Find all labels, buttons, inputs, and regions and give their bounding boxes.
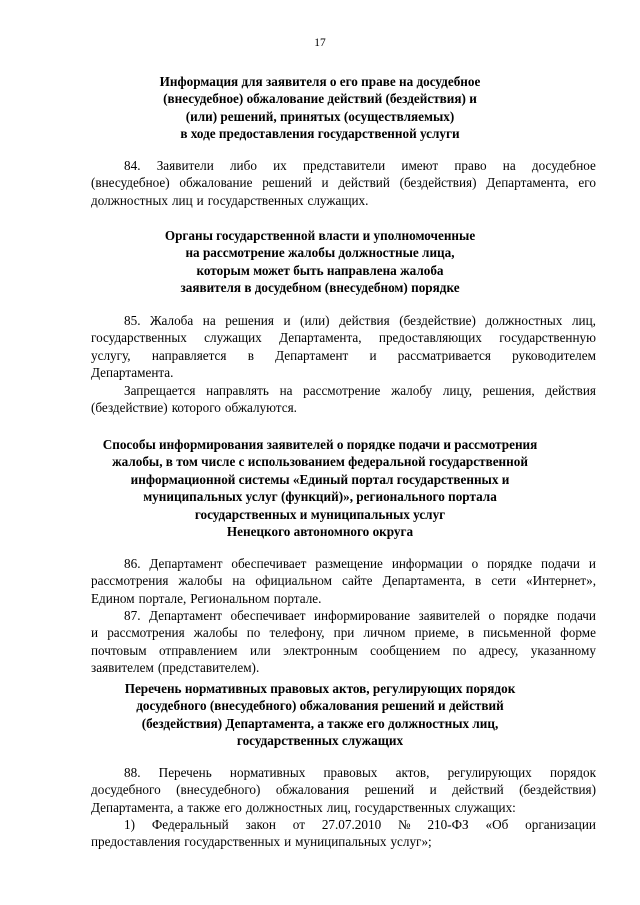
text-line — [91, 781, 596, 798]
word: услугу, — [91, 347, 131, 363]
word: электронным — [283, 642, 358, 658]
text-line — [91, 816, 596, 833]
paragraph-88 — [91, 764, 596, 816]
text-line — [91, 174, 596, 191]
word: в — [467, 625, 475, 641]
word: а — [177, 799, 184, 815]
word: служащих: — [454, 799, 516, 815]
word: «Интернет», — [526, 573, 596, 589]
word: государственную — [499, 330, 596, 346]
word: № — [398, 817, 411, 832]
word: 85. — [124, 313, 141, 328]
word: Едином — [91, 590, 135, 606]
word: Департамента, — [486, 175, 569, 191]
text-line — [91, 799, 596, 816]
word: и — [369, 347, 377, 363]
word: (бездействия) — [399, 175, 477, 191]
word: его — [224, 799, 242, 815]
word: о — [488, 608, 496, 623]
word: государственных — [91, 330, 187, 346]
word: лиц, — [571, 313, 596, 328]
word: отправлением — [159, 642, 238, 658]
word: жалобы — [193, 625, 238, 641]
word: решения — [225, 313, 274, 328]
word: при — [333, 625, 355, 641]
word: рассмотрения — [91, 573, 169, 589]
word: порядке — [503, 608, 549, 623]
word: указанному — [530, 642, 596, 658]
text-line — [91, 347, 596, 364]
word: предоставляющих — [378, 330, 482, 346]
word: (или) — [300, 313, 330, 328]
word: почтовым — [91, 642, 147, 658]
word: государственных — [354, 799, 451, 815]
text-line — [91, 192, 596, 209]
word: которого — [171, 400, 221, 416]
word: жалобы — [178, 573, 223, 589]
word: государственных — [207, 192, 304, 208]
word: на — [502, 158, 516, 173]
paragraph-84 — [91, 157, 596, 209]
word: действия — [545, 383, 596, 398]
word: от — [292, 817, 305, 832]
word: лиц, — [326, 799, 351, 815]
section-heading-informing-methods: Способы информирования заявителей о порядке подачи и рассмотрения жалобы, в том числе с использованием федеральной государственной информационной системы «Единый портал государственных и муниципальных услуг (функций)», регионального портала государственных и муниципальных услуг Ненецкого автономного округа — [102, 437, 538, 540]
word: Департамент — [275, 347, 349, 363]
word: и — [283, 313, 291, 328]
word: имеют — [401, 158, 439, 173]
word: решения, — [482, 383, 535, 398]
paragraph-85-prohibition — [91, 382, 596, 417]
word: досудебное — [531, 158, 596, 173]
word: личном — [363, 625, 406, 641]
word: Департамента, — [382, 573, 466, 589]
paragraph-85 — [91, 312, 596, 382]
word: в — [475, 573, 482, 589]
word: Региональном — [190, 590, 270, 606]
word: телефону, — [269, 625, 325, 641]
word: решений — [364, 782, 415, 798]
word: организации — [525, 817, 596, 832]
word: 1) — [124, 817, 135, 832]
paragraph-87 — [91, 607, 596, 677]
word: заявителем — [91, 660, 154, 676]
text-line — [91, 364, 596, 381]
word: и — [196, 192, 204, 208]
word: и — [321, 175, 329, 191]
section-heading-regulatory-acts: Перечень нормативных правовых актов, регулирующих порядок досудебного (внесудебного) обжалования решений и действий (бездействия) Департамента, а также его должностных лиц, государственных служащих — [124, 681, 516, 749]
word: закон — [245, 817, 276, 832]
word: представители — [302, 158, 386, 173]
word: письменной — [483, 625, 552, 641]
word: должностных — [245, 799, 323, 815]
word: обжалования — [275, 782, 350, 798]
word: информирование — [313, 608, 411, 623]
word: Департамента. — [91, 365, 174, 381]
word: руководителем — [512, 347, 596, 363]
word: подачи — [556, 608, 596, 623]
text-line — [91, 329, 596, 346]
word: сообщением — [370, 642, 441, 658]
word: решений — [262, 175, 312, 191]
word: Департамент — [148, 608, 223, 623]
word: адресу, — [478, 642, 519, 658]
word: 84. — [124, 158, 141, 173]
word: Жалоба — [150, 313, 194, 328]
word: либо — [229, 158, 257, 173]
word: действий — [452, 782, 504, 798]
word: и — [91, 625, 99, 641]
word: порядок — [549, 765, 596, 780]
text-line — [91, 642, 596, 659]
word: направляется — [151, 347, 227, 363]
word: их — [273, 158, 287, 173]
section-heading-pre-trial-appeal-info: Информация для заявителя о его праве на досудебное (внесудебное) обжалование действий (бездействия) и (или) решений, принятых (осуществляемых) в ходе предоставления государственной услуги — [159, 74, 481, 142]
word: Федеральный — [151, 817, 229, 832]
word: 210-ФЗ — [427, 817, 469, 832]
page-number: 17 — [314, 37, 326, 49]
word: служащих. — [307, 192, 369, 208]
text-line — [91, 382, 596, 399]
word: обеспечивает — [231, 556, 307, 571]
word: и — [429, 782, 437, 798]
word: право — [454, 158, 487, 173]
word: или — [249, 642, 271, 658]
word: 88. — [124, 765, 141, 780]
section-heading-complaint-authorities: Органы государственной власти и уполномоченные на рассмотрение жалобы должностные лица, которым может быть направлена жалоба заявителя в досудебном (внесудебном) порядке — [164, 228, 476, 296]
word: должностных — [91, 192, 168, 208]
word: информации — [391, 556, 463, 571]
text-line — [91, 624, 596, 641]
list-item-federal-law-210 — [91, 816, 596, 851]
word: подачи — [540, 556, 580, 571]
word: обжалуются. — [224, 400, 297, 416]
word: рассмотрение — [303, 383, 381, 398]
word: и — [284, 834, 292, 850]
word: (бездействие) — [91, 400, 168, 416]
word: сети — [491, 573, 517, 589]
text-line — [91, 312, 596, 329]
word: 27.07.2010 — [321, 817, 382, 832]
word: лиц — [171, 192, 193, 208]
word: на — [279, 383, 293, 398]
word: действия — [339, 313, 390, 328]
word: 86. — [124, 556, 141, 571]
word: (бездействие) — [399, 313, 476, 328]
word: о — [471, 556, 479, 571]
word: Департамента, — [279, 330, 362, 346]
word: предоставления — [91, 834, 181, 850]
text-line — [91, 659, 596, 676]
word: его — [578, 175, 596, 191]
text-line — [91, 833, 596, 850]
word: обеспечивает — [230, 608, 306, 623]
word: должностных — [485, 313, 563, 328]
word: порядке — [487, 556, 533, 571]
word: нормативных — [229, 765, 306, 780]
paragraph-86 — [91, 555, 596, 607]
word: по — [246, 625, 261, 641]
word: заявителей — [418, 608, 481, 623]
word: муниципальных — [295, 834, 387, 850]
word: услуг»; — [390, 834, 432, 850]
word: государственных — [184, 834, 281, 850]
word: по — [452, 642, 467, 658]
word: служащих — [204, 330, 262, 346]
word: и — [588, 556, 596, 571]
word: «Об — [485, 817, 509, 832]
word: Перечень — [158, 765, 212, 780]
word: форме — [560, 625, 596, 641]
word: (внесудебного) — [176, 782, 261, 798]
word: лицу, — [442, 383, 473, 398]
word: портале. — [273, 590, 322, 606]
word: на — [202, 313, 216, 328]
word: Запрещается — [124, 383, 196, 398]
word: (внесудебное) — [91, 175, 170, 191]
word: Департамент — [149, 556, 223, 571]
word: официальном — [255, 573, 332, 589]
word: досудебного — [91, 782, 161, 798]
word: рассмотрения — [107, 625, 185, 641]
word: в — [247, 347, 254, 363]
word: обжалование — [179, 175, 253, 191]
text-line — [91, 590, 596, 607]
word: регулирующих — [447, 765, 532, 780]
word: 87. — [124, 608, 141, 623]
word: рассматривается — [397, 347, 491, 363]
word: приеме, — [414, 625, 459, 641]
word: портале, — [138, 590, 187, 606]
word: жалобу — [391, 383, 433, 398]
text-line — [91, 572, 596, 589]
word: на — [232, 573, 246, 589]
word: Заявители — [156, 158, 214, 173]
word: (бездействия) — [519, 782, 596, 798]
text-line — [91, 764, 596, 781]
text-line — [91, 157, 596, 174]
text-line — [91, 399, 596, 416]
word: правовых — [323, 765, 378, 780]
word: размещение — [315, 556, 383, 571]
word: действий — [338, 175, 390, 191]
text-line — [91, 607, 596, 624]
word: сайте — [341, 573, 373, 589]
text-line — [91, 555, 596, 572]
word: (представителем). — [157, 660, 260, 676]
word: Департамента, — [91, 799, 174, 815]
word: актов, — [395, 765, 430, 780]
word: направлять — [206, 383, 269, 398]
word: также — [187, 799, 221, 815]
